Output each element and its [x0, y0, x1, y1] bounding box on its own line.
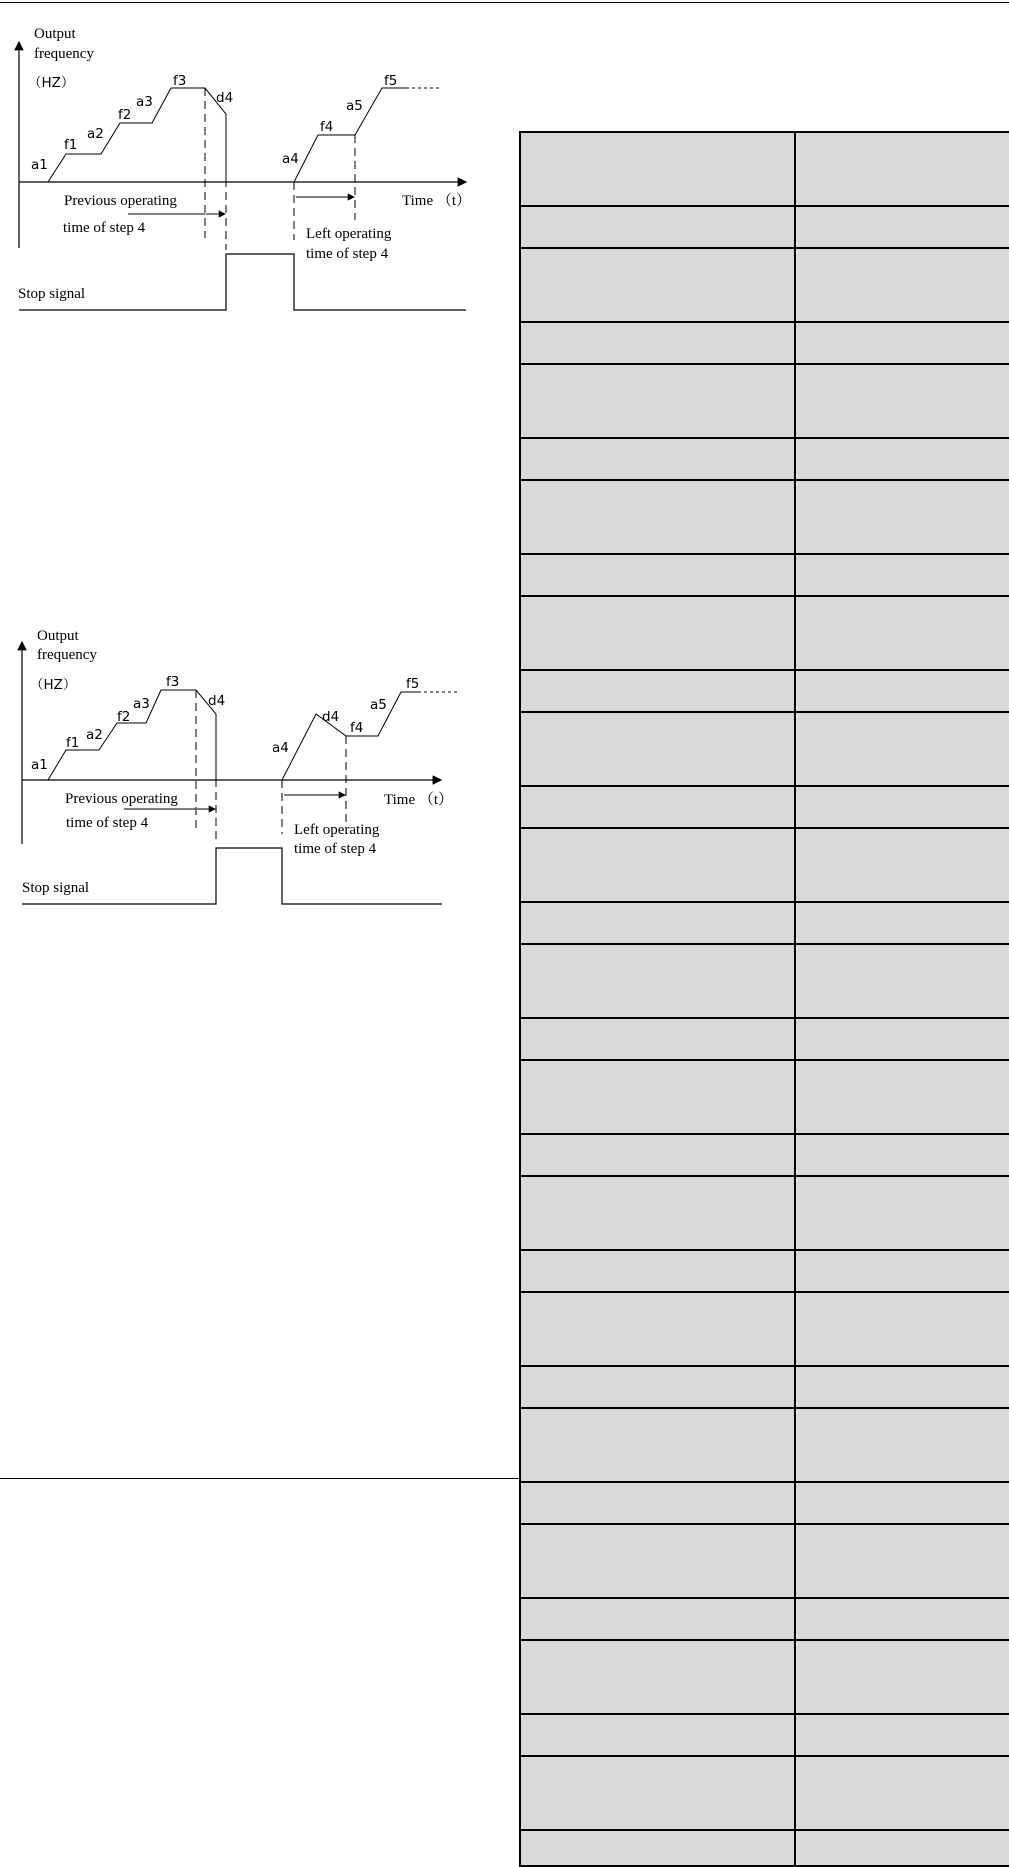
multi-step-diagram-bottom [0, 610, 490, 920]
table-row [520, 1598, 1009, 1640]
table-cell [795, 944, 1009, 1018]
step-label: a1 [31, 757, 48, 773]
table-cell [795, 1482, 1009, 1524]
step-label: a5 [346, 98, 363, 114]
table-cell [795, 1408, 1009, 1482]
table-row [520, 1176, 1009, 1250]
table-row [520, 1524, 1009, 1598]
table-cell [520, 248, 795, 322]
table-cell [795, 1524, 1009, 1598]
table-row [520, 1408, 1009, 1482]
table-row [520, 1714, 1009, 1756]
table-cell [520, 1408, 795, 1482]
step-label: f1 [64, 137, 78, 153]
left-time-label: Left operating [294, 822, 380, 838]
unit-label: （HZ） [28, 75, 75, 91]
table-cell [520, 206, 795, 248]
prev-time-label: time of step 4 [66, 815, 149, 831]
step-label: a3 [133, 696, 150, 712]
table-row [520, 364, 1009, 438]
table-cell [795, 1714, 1009, 1756]
table-cell [795, 206, 1009, 248]
prev-time-label: Previous operating [64, 193, 177, 209]
step-label: a3 [136, 94, 153, 110]
table-cell [795, 1830, 1009, 1866]
table-cell [795, 1176, 1009, 1250]
step-label: f4 [350, 720, 364, 736]
table-cell [520, 786, 795, 828]
table-row [520, 206, 1009, 248]
table-row [520, 248, 1009, 322]
step-label: a1 [31, 157, 48, 173]
table-cell [795, 132, 1009, 206]
step-label: d4 [322, 709, 340, 725]
step-label: f2 [117, 709, 131, 725]
table-cell [520, 1366, 795, 1408]
frequency-profile-resume [282, 692, 418, 780]
table-cell [520, 596, 795, 670]
y-axis-label: frequency [37, 647, 97, 663]
table-cell [520, 712, 795, 786]
table-row [520, 902, 1009, 944]
table-cell [795, 480, 1009, 554]
table-cell [520, 1176, 795, 1250]
table-cell [795, 596, 1009, 670]
table-cell [795, 554, 1009, 596]
step-label: a2 [86, 727, 103, 743]
multi-step-diagram-top [0, 0, 490, 330]
x-axis-label: Time （t） [384, 792, 454, 808]
left-time-label: time of step 4 [294, 841, 377, 857]
table-row [520, 1134, 1009, 1176]
table-cell [520, 1018, 795, 1060]
step-label: f3 [173, 73, 187, 89]
table-cell [520, 1482, 795, 1524]
left-time-label: time of step 4 [306, 246, 389, 262]
table-cell [795, 322, 1009, 364]
table-cell [520, 1134, 795, 1176]
step-label: f1 [66, 735, 80, 751]
step-label: a2 [87, 126, 104, 142]
table-cell [520, 438, 795, 480]
table-cell [520, 364, 795, 438]
table-cell [795, 364, 1009, 438]
table-cell [795, 1018, 1009, 1060]
table-cell [520, 1524, 795, 1598]
table-cell [795, 248, 1009, 322]
stop-signal-waveform [19, 254, 466, 310]
table-cell [520, 944, 795, 1018]
step-label: f5 [384, 73, 398, 89]
unit-label: （HZ） [30, 677, 77, 693]
table-cell [795, 1060, 1009, 1134]
table-cell [795, 902, 1009, 944]
table-cell [520, 1830, 795, 1866]
table-cell [795, 828, 1009, 902]
y-axis-label: Output [37, 628, 79, 644]
table-cell [520, 1292, 795, 1366]
x-axis-label: Time （t） [402, 193, 472, 209]
table-row [520, 596, 1009, 670]
table-cell [795, 1640, 1009, 1714]
table-cell [520, 1598, 795, 1640]
step-label: f2 [118, 107, 132, 123]
y-axis-label: Output [34, 26, 76, 42]
table-row [520, 828, 1009, 902]
table-cell [520, 1060, 795, 1134]
stop-signal-label: Stop signal [22, 880, 90, 896]
table-cell [520, 1250, 795, 1292]
table-row [520, 1292, 1009, 1366]
table-cell [795, 712, 1009, 786]
table-cell [520, 902, 795, 944]
step-label: d4 [216, 90, 234, 106]
table-row [520, 1366, 1009, 1408]
table-cell [520, 554, 795, 596]
step-label: f4 [320, 119, 334, 135]
table-cell [520, 1714, 795, 1756]
table-row [520, 944, 1009, 1018]
table-cell [795, 1598, 1009, 1640]
table-row [520, 1756, 1009, 1830]
table-row [520, 1018, 1009, 1060]
table-row [520, 786, 1009, 828]
step-label: a5 [370, 697, 387, 713]
stop-signal-label: Stop signal [18, 286, 86, 302]
table-row [520, 1250, 1009, 1292]
step-label: f3 [166, 674, 180, 690]
table-row [520, 1830, 1009, 1866]
table-cell [520, 1756, 795, 1830]
step-label: f5 [406, 676, 420, 692]
table-row [520, 712, 1009, 786]
table-row [520, 132, 1009, 206]
table-cell [795, 1250, 1009, 1292]
table-cell [795, 1292, 1009, 1366]
table-row [520, 554, 1009, 596]
table-cell [520, 322, 795, 364]
table-cell [520, 670, 795, 712]
table-cell [520, 1640, 795, 1714]
table-cell [520, 828, 795, 902]
table-row [520, 322, 1009, 364]
table-cell [795, 786, 1009, 828]
step-label: a4 [272, 740, 289, 756]
table-cell [520, 132, 795, 206]
table-cell [795, 670, 1009, 712]
step-label: a4 [282, 151, 299, 167]
table-cell [520, 480, 795, 554]
table-cell [795, 1134, 1009, 1176]
table-row [520, 1482, 1009, 1524]
parameter-table [519, 131, 1009, 1867]
prev-time-label: time of step 4 [63, 220, 146, 236]
table-row [520, 1640, 1009, 1714]
left-time-label: Left operating [306, 226, 392, 242]
table-row [520, 438, 1009, 480]
table-cell [795, 438, 1009, 480]
table-row [520, 670, 1009, 712]
y-axis-label: frequency [34, 46, 94, 62]
step-label: d4 [208, 693, 226, 709]
table-row [520, 1060, 1009, 1134]
table-cell [795, 1366, 1009, 1408]
table-cell [795, 1756, 1009, 1830]
table-row [520, 480, 1009, 554]
prev-time-label: Previous operating [65, 791, 178, 807]
